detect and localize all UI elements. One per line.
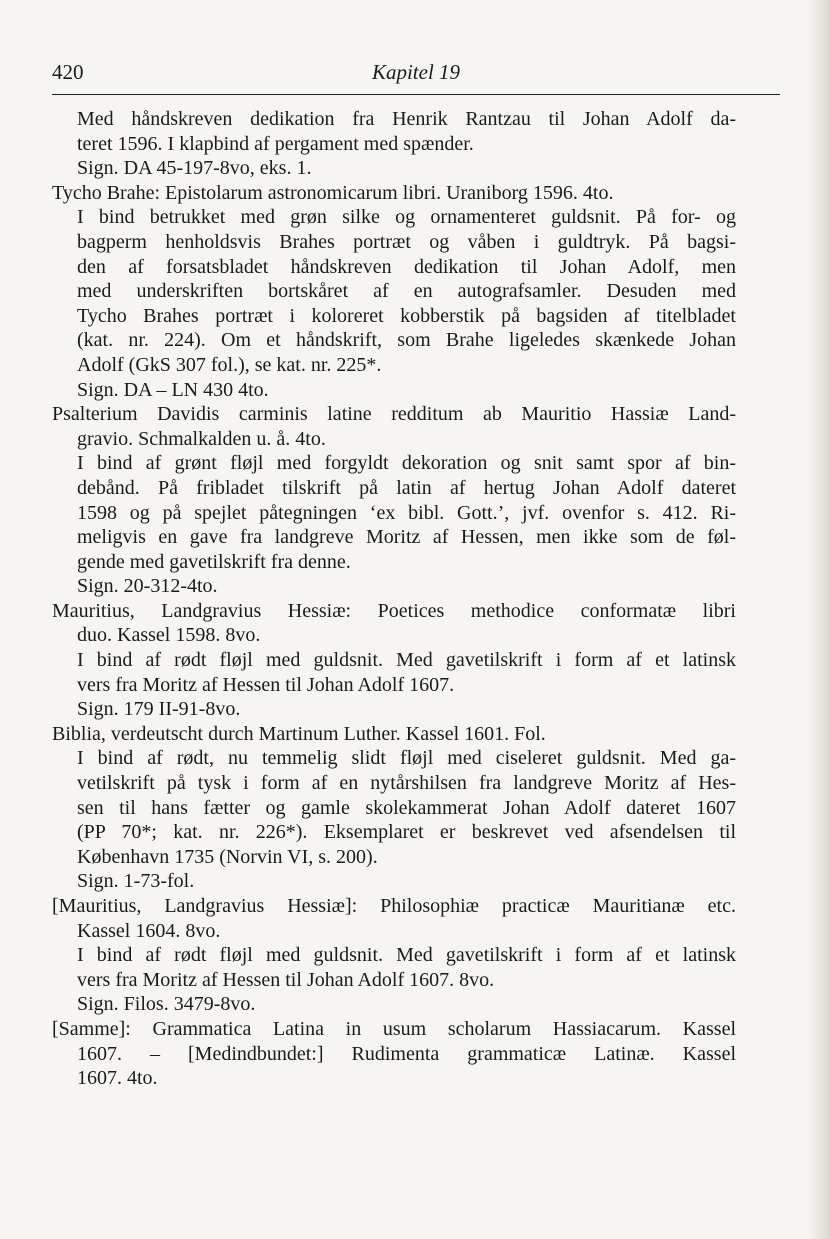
text-line: Tycho Brahe: Epistolarum astronomicarum libri. Uraniborg 1596. 4to.: [52, 181, 614, 204]
text-line: København 1735 (Norvin VI, s. 200).: [77, 845, 378, 868]
text-line: gravio. Schmalkalden u. å. 4to.: [77, 427, 326, 450]
page-number: 420: [52, 60, 84, 84]
text-line: med underskriften bortskåret af en autografsamler. Desuden med: [77, 280, 736, 303]
catalogue-text: [52, 107, 736, 1091]
text-line: Sign. DA 45-197-8vo, eks. 1.: [77, 157, 312, 180]
text-line: Biblia, verdeutscht durch Martinum Luther. Kassel 1601. Fol.: [52, 722, 546, 745]
text-line: Med håndskreven dedikation fra Henrik Rantzau til Johan Adolf da-: [77, 108, 736, 130]
page-header: [52, 58, 780, 86]
text-line: I bind af rødt, nu temmelig slidt fløjl med ciseleret guldsnit. Med ga-: [77, 747, 736, 770]
text-line: 1607. – [Medindbundet:] Rudimenta grammaticæ Latinæ. Kassel: [77, 1042, 736, 1065]
text-line: Mauritius, Landgravius Hessiæ: Poetices methodice conformatæ libri: [52, 599, 736, 622]
page-edge-shadow: [808, 0, 830, 1239]
text-line: 1607. 4to.: [77, 1067, 158, 1090]
text-line: I bind af grønt fløjl med forgyldt dekoration og snit samt spor af bin-: [77, 452, 736, 475]
text-line: vers fra Moritz af Hessen til Johan Adolf 1607.: [77, 673, 455, 696]
text-line: Sign. Filos. 3479-8vo.: [77, 993, 256, 1016]
text-line: I bind af rødt fløjl med guldsnit. Med gavetilskrift i form af et latinsk: [77, 944, 736, 967]
text-line: [Mauritius, Landgravius Hessiæ]: Philosophiæ practicæ Mauritianæ etc.: [52, 895, 736, 917]
text-line: Tycho Brahes portræt i koloreret kobberstik på bagsiden af titelbladet: [77, 304, 736, 327]
text-line: I bind betrukket med grøn silke og ornamenteret guldsnit. På for- og: [77, 206, 736, 229]
text-line: vetilskrift på tysk i form af en nytårshilsen fra landgreve Moritz af Hes-: [77, 772, 736, 795]
text-line: (PP 70*; kat. nr. 226*). Eksemplaret er beskrevet ved afsendelsen til: [77, 821, 736, 844]
text-line: vers fra Moritz af Hessen til Johan Adolf 1607. 8vo.: [77, 968, 495, 991]
text-line: I bind af rødt fløjl med guldsnit. Med gavetilskrift i form af et latinsk: [77, 649, 736, 672]
text-line: Sign. 1-73-fol.: [77, 870, 195, 893]
text-line: den af forsatsbladet håndskreven dedikation til Johan Adolf, men: [77, 255, 736, 278]
text-line: Sign. 20-312-4to.: [77, 575, 218, 598]
text-line: Psalterium Davidis carminis latine redditum ab Mauritio Hassiæ Land-: [52, 403, 736, 426]
text-line: gende med gavetilskrift fra denne.: [77, 550, 351, 573]
header-rule: [52, 94, 780, 95]
text-line: meligvis en gave fra landgreve Moritz af Hessen, men ikke som de føl-: [77, 526, 736, 549]
text-line: Sign. 179 II-91-8vo.: [77, 698, 241, 721]
text-line: bagperm henholdsvis Brahes portræt og våben i guldtryk. På bagsi-: [77, 230, 736, 253]
text-line: 1598 og på spejlet påtegningen ‘ex bibl. Gott.’, jvf. ovenfor s. 412. Ri-: [77, 501, 736, 524]
text-line: duo. Kassel 1598. 8vo.: [77, 624, 261, 647]
text-line: (kat. nr. 224). Om et håndskrift, som Brahe ligeledes skænkede Johan: [77, 329, 736, 352]
text-line: Adolf (GkS 307 fol.), se kat. nr. 225*.: [77, 353, 382, 376]
running-head: Kapitel 19: [371, 60, 461, 84]
text-line: sen til hans fætter og gamle skolekammerat Johan Adolf dateret 1607: [77, 796, 736, 819]
text-line: Sign. DA – LN 430 4to.: [77, 378, 269, 401]
text-line: debånd. På fribladet tilskrift på latin af hertug Johan Adolf dateret: [77, 476, 736, 499]
text-line: [Samme]: Grammatica Latina in usum scholarum Hassiacarum. Kassel: [52, 1017, 736, 1040]
text-line: teret 1596. I klapbind af pergament med spænder.: [77, 132, 474, 155]
text-line: Kassel 1604. 8vo.: [77, 919, 221, 942]
